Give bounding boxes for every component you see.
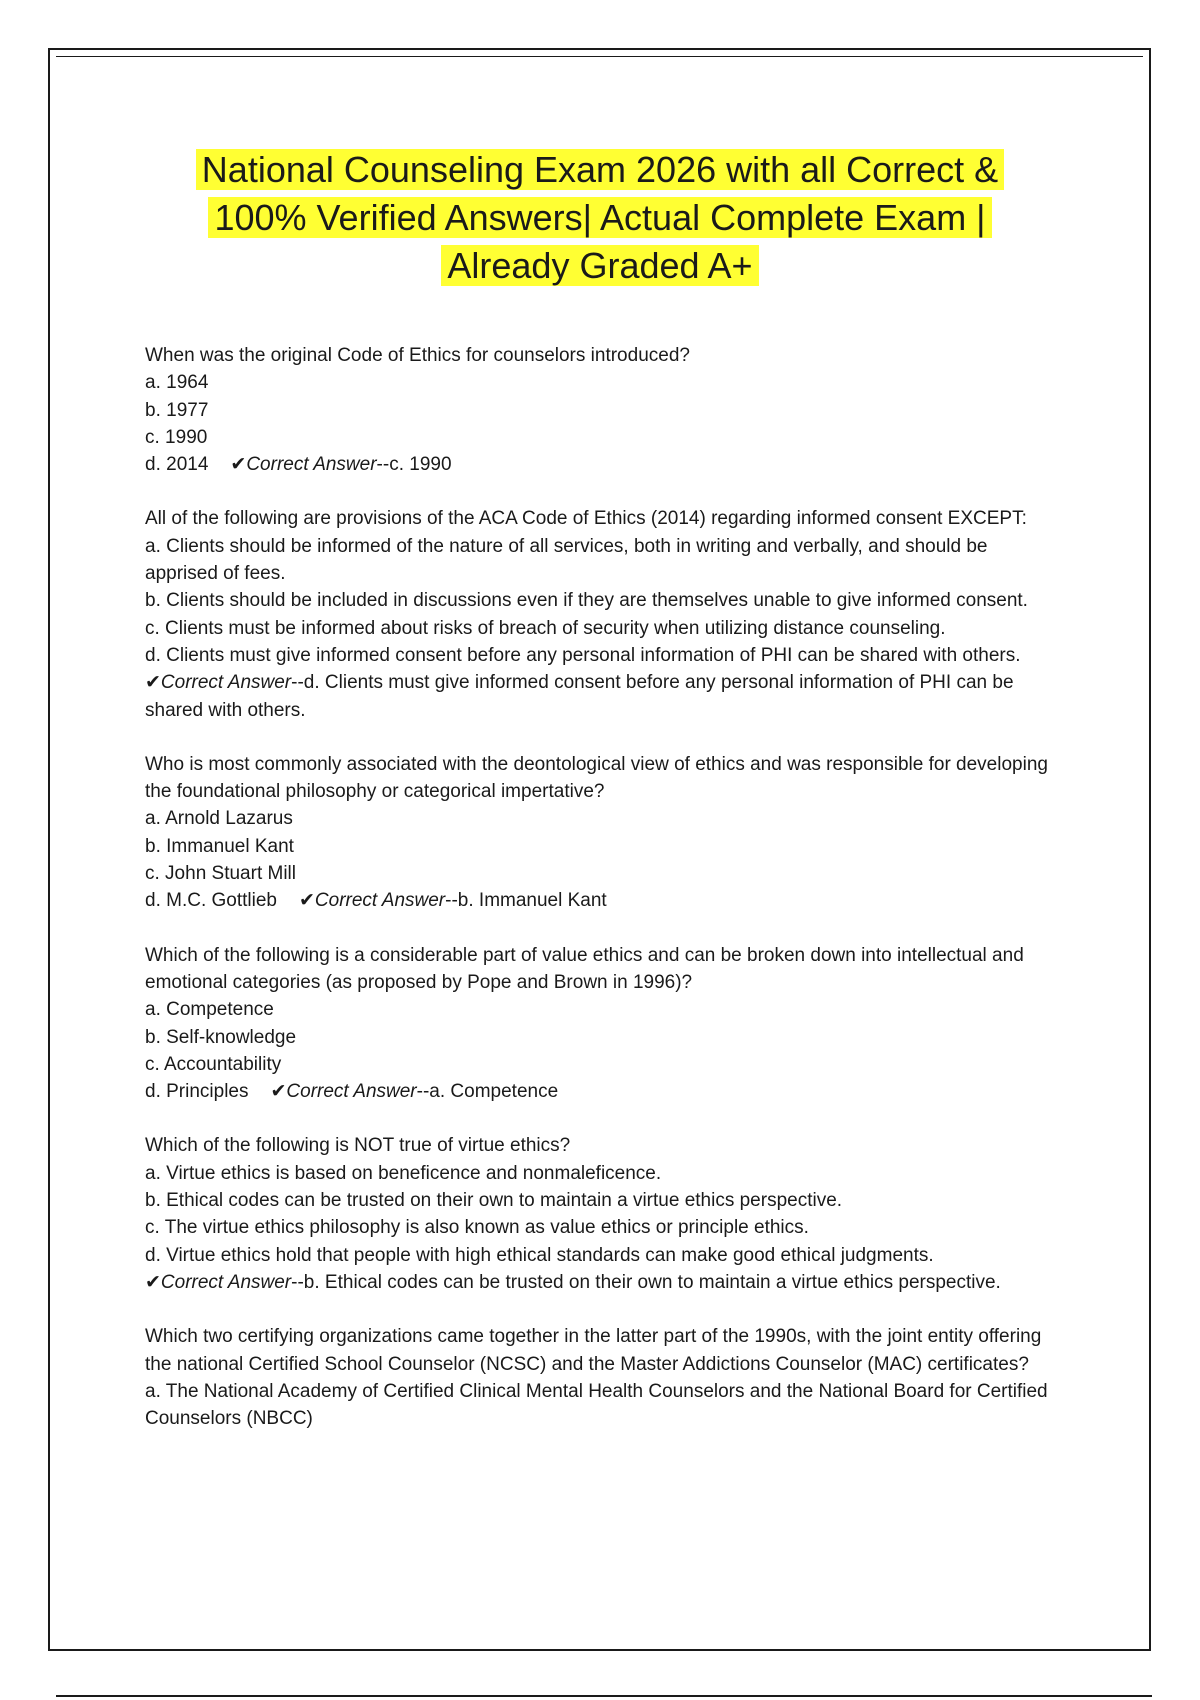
correct-answer	[145, 672, 1014, 720]
page-bottom-rule	[56, 1695, 1152, 1697]
title-line: Already Graded A+	[441, 245, 758, 286]
title-line: National Counseling Exam 2026 with all Correct &	[196, 149, 1004, 190]
answer-label: Correct Answer	[286, 1081, 417, 1103]
answer-option	[145, 1187, 1065, 1214]
question-text: Which two certifying organizations came together in the latter part of the 1990s, with the joint entity offering the national Certified School Counselor (NCSC) and the Master Addictions Counselor (MAC) certificates?	[145, 1326, 1042, 1375]
title-line: 100% Verified Answers| Actual Complete Exam |	[208, 197, 991, 238]
question-text: Who is most commonly associated with the deontological view of ethics and was responsible for developing the foundational philosophy or categorical impertative?	[145, 753, 1048, 803]
answer-option	[145, 1078, 1065, 1105]
question-text: All of the following are provisions of the ACA Code of Ethics (2014) regarding informed consent EXCEPT:	[145, 508, 1027, 530]
answer-label: Correct Answer	[160, 1271, 292, 1293]
question-block	[145, 1323, 1065, 1432]
answer-label: Correct Answer	[246, 454, 377, 476]
checkmark-icon: ✔	[230, 454, 247, 476]
checkmark-icon: ✔	[145, 1271, 161, 1293]
answer-separator: --	[445, 890, 458, 912]
answer-option	[145, 1051, 1065, 1078]
correct-answer	[271, 1081, 559, 1102]
answer-option	[145, 615, 1065, 642]
option-text: d. M.C. Gottlieb	[145, 890, 277, 912]
correct-answer	[230, 454, 451, 475]
option-text: c. John Stuart Mill	[145, 863, 296, 885]
answer-option	[145, 996, 1065, 1023]
checkmark-icon: ✔	[270, 1081, 287, 1103]
answer-label: Correct Answer	[160, 672, 292, 694]
option-text: c. 1990	[145, 426, 208, 448]
checkmark-icon: ✔	[145, 672, 161, 694]
answer-option	[145, 1378, 1065, 1433]
question-text: Which of the following is a considerable part of value ethics and can be broken down into intellectual and emotional categories (as proposed by Pope and Brown in 1996)?	[145, 944, 1024, 993]
answer-option	[145, 1242, 1065, 1269]
question-list	[145, 342, 1065, 1459]
answer-option	[145, 397, 1065, 424]
question-text: Which of the following is NOT true of virtue ethics?	[145, 1135, 571, 1157]
answer-option	[145, 1214, 1065, 1241]
option-text: c. Clients must be informed about risks of breach of security when utilizing distance counseling.	[145, 617, 946, 639]
answer-line	[145, 1269, 1065, 1296]
option-text: d. 2014	[145, 454, 209, 476]
answer-value: c. 1990	[389, 454, 452, 476]
document-title	[100, 146, 1100, 290]
option-text: b. Immanuel Kant	[145, 835, 294, 857]
answer-separator: --	[376, 454, 390, 476]
answer-option	[145, 533, 1065, 588]
answer-label: Correct Answer	[314, 890, 446, 912]
question-block	[145, 1132, 1065, 1296]
answer-value: b. Immanuel Kant	[457, 890, 607, 912]
option-text: a. Competence	[145, 999, 274, 1021]
correct-answer	[299, 890, 607, 911]
option-text: a. Arnold Lazarus	[145, 808, 293, 830]
option-text: b. Clients should be included in discussions even if they are themselves unable to give informed consent.	[145, 590, 1028, 612]
answer-option	[145, 451, 1065, 478]
frame-top-rule	[56, 56, 1143, 57]
answer-option	[145, 1160, 1065, 1187]
answer-option	[145, 833, 1065, 860]
question-block	[145, 342, 1065, 478]
answer-option	[145, 369, 1065, 396]
answer-option	[145, 587, 1065, 614]
answer-separator: --	[416, 1081, 430, 1103]
answer-option	[145, 642, 1065, 724]
option-text: b. Self-knowledge	[145, 1026, 297, 1048]
checkmark-icon: ✔	[299, 890, 315, 912]
answer-option	[145, 805, 1065, 832]
answer-separator: --	[291, 672, 304, 694]
title-block	[100, 146, 1100, 290]
question-text: When was the original Code of Ethics for counselors introduced?	[145, 345, 690, 366]
option-text: c. Accountability	[145, 1053, 282, 1075]
answer-option	[145, 860, 1065, 887]
answer-value: a. Competence	[429, 1081, 559, 1103]
option-text: b. 1977	[145, 399, 209, 421]
option-text: d. Clients must give informed consent before any personal information of PHI can be shared with others.	[145, 644, 1021, 666]
option-text: c. The virtue ethics philosophy is also known as value ethics or principle ethics.	[145, 1217, 809, 1239]
option-text: a. 1964	[145, 372, 209, 394]
option-text: a. Clients should be informed of the nature of all services, both in writing and verbally, and should be apprised of fees.	[145, 535, 988, 585]
answer-option	[145, 1024, 1065, 1051]
correct-answer	[145, 1272, 1001, 1293]
question-block	[145, 751, 1065, 915]
answer-option	[145, 887, 1065, 914]
question-block	[145, 942, 1065, 1106]
option-text: d. Principles	[145, 1081, 249, 1103]
answer-option	[145, 424, 1065, 451]
option-text: b. Ethical codes can be trusted on their own to maintain a virtue ethics perspective.	[145, 1190, 843, 1212]
answer-separator: --	[291, 1271, 304, 1293]
question-block	[145, 505, 1065, 723]
option-text: d. Virtue ethics hold that people with high ethical standards can make good ethical judgments.	[145, 1244, 934, 1266]
option-text: a. The National Academy of Certified Clinical Mental Health Counselors and the National Board for Certified Counselors (NBCC)	[145, 1380, 1048, 1430]
answer-value: d. Clients must give informed consent before any personal information of PHI can be shared with others.	[145, 672, 1014, 721]
answer-value: b. Ethical codes can be trusted on their own to maintain a virtue ethics perspective.	[303, 1271, 1001, 1293]
option-text: a. Virtue ethics is based on beneficence and nonmaleficence.	[145, 1162, 662, 1184]
